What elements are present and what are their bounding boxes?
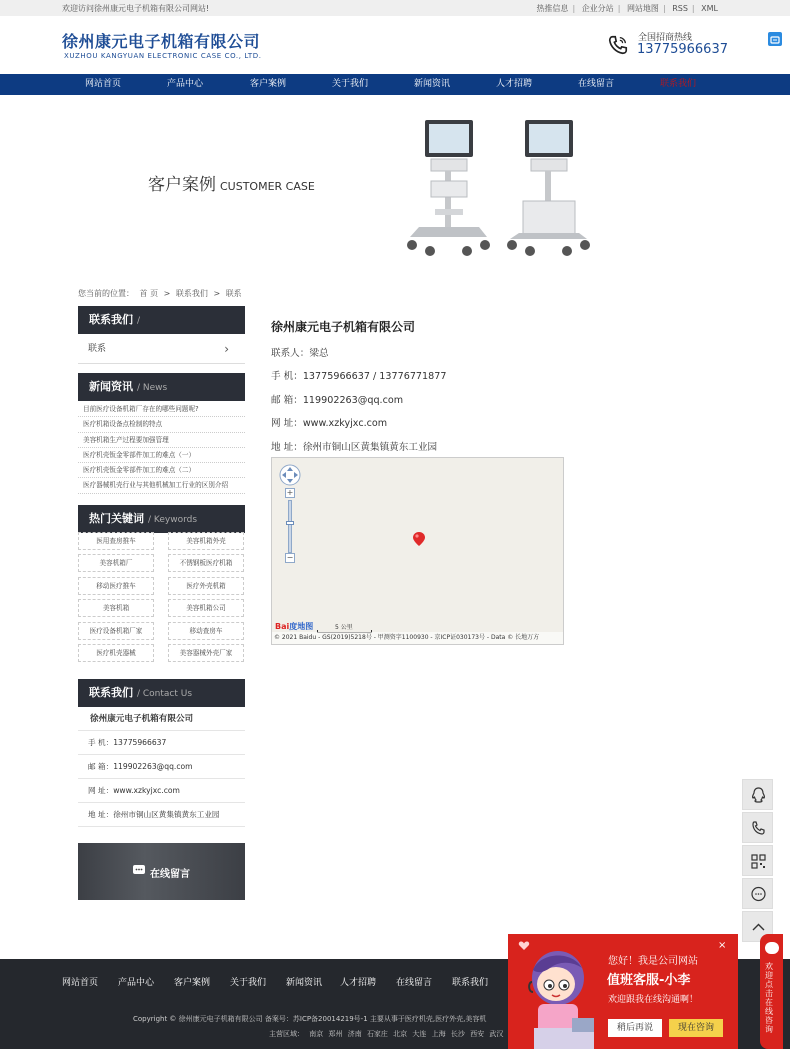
message-button-label: 在线留言 bbox=[150, 869, 190, 880]
main-nav bbox=[0, 74, 790, 95]
chat-icon bbox=[743, 879, 774, 910]
nav-products[interactable]: 产品中心 bbox=[167, 79, 204, 89]
banner-title-en: CUSTOMER CASE bbox=[220, 180, 315, 193]
zoom-in-button[interactable]: + bbox=[286, 488, 294, 497]
sidebar-contact-info bbox=[78, 707, 245, 827]
footer-nav-jobs[interactable]: 人才招聘 bbox=[340, 978, 377, 988]
qq-icon bbox=[743, 780, 774, 811]
main-website: 网 址：www.xzkyjxc.com bbox=[271, 418, 388, 429]
footer-areas bbox=[269, 1029, 526, 1039]
heading-sub: / Contact Us bbox=[137, 689, 193, 699]
keyword-tag[interactable]: 美容机箱厂 bbox=[78, 554, 154, 572]
contact-company: 徐州康元电子机箱有限公司 bbox=[78, 707, 245, 731]
nav-news[interactable]: 新闻资讯 bbox=[414, 79, 451, 89]
nav-jobs[interactable]: 人才招聘 bbox=[496, 79, 533, 89]
baidu-logo-a: Bai bbox=[275, 622, 290, 631]
keyword-tag[interactable]: 医疗设备机箱厂家 bbox=[78, 622, 154, 640]
nav-message[interactable]: 在线留言 bbox=[578, 79, 615, 89]
company-name: 徐州康元电子机箱有限公司 bbox=[271, 320, 416, 334]
breadcrumb-home[interactable]: 首 页 bbox=[139, 289, 159, 298]
sidebar-contact-us-heading bbox=[78, 679, 245, 707]
contact-email: 邮 箱：119902263@qq.com bbox=[78, 755, 245, 779]
phone-icon bbox=[743, 813, 774, 844]
chevron-right-icon: › bbox=[224, 342, 229, 356]
header bbox=[0, 16, 790, 74]
zoom-out-button[interactable]: − bbox=[286, 553, 294, 562]
area-item[interactable]: 石家庄 bbox=[366, 1030, 388, 1038]
sidebar-item-label: 联系 bbox=[88, 344, 107, 354]
area-item[interactable]: 武汉 bbox=[489, 1030, 504, 1038]
area-item[interactable]: 郑州 bbox=[328, 1030, 343, 1038]
top-bar bbox=[0, 0, 790, 16]
breadcrumb-contact[interactable]: 联系我们 bbox=[175, 289, 208, 298]
qrcode-icon bbox=[743, 846, 774, 877]
keyword-tag[interactable]: 医用查房推车 bbox=[78, 532, 154, 550]
banner-title-cn: 客户案例 bbox=[148, 175, 216, 195]
news-item[interactable]: 医疗器械机壳行业与其他机械加工行业的区别介绍 bbox=[78, 478, 245, 493]
keyword-tag[interactable]: 医疗外壳机箱 bbox=[168, 577, 244, 595]
footer-nav-news[interactable]: 新闻资讯 bbox=[286, 978, 323, 988]
heading-text: 热门关键词 bbox=[89, 512, 144, 525]
online-message-button[interactable] bbox=[78, 843, 245, 900]
message-icon bbox=[132, 863, 146, 877]
contact-mobile: 手 机：13775966637 bbox=[78, 731, 245, 755]
keyword-tag[interactable]: 美容机箱公司 bbox=[168, 599, 244, 617]
footer-nav-cases[interactable]: 客户案例 bbox=[174, 978, 211, 988]
map-marker-icon[interactable] bbox=[412, 531, 426, 547]
news-item[interactable]: 医疗机箱设备点检制的特点 bbox=[78, 417, 245, 432]
footer-nav-about[interactable]: 关于我们 bbox=[230, 978, 267, 988]
banner-title bbox=[148, 170, 315, 195]
nav-contact[interactable]: 联系我们 bbox=[660, 79, 697, 89]
chat-welcome: 欢迎跟我在线沟通啊！ bbox=[608, 995, 699, 1005]
news-list bbox=[78, 402, 245, 494]
top-link-rss[interactable]: RSS bbox=[672, 4, 688, 13]
keyword-tag[interactable]: 美容器械外壳厂家 bbox=[168, 644, 244, 662]
chat-agent-name: 值班客服-小李 bbox=[607, 973, 691, 988]
phone-icon bbox=[607, 34, 629, 56]
breadcrumb-current: 联系 bbox=[225, 289, 242, 298]
sidebar-keywords-heading bbox=[78, 505, 245, 533]
baidu-map[interactable] bbox=[271, 457, 564, 645]
footer-copyright: Copyright © 徐州康元电子机箱有限公司 备案号：苏ICP备20014219号-1 主要从事于医疗机壳,医疗外壳,美容机 bbox=[133, 1015, 487, 1023]
zoom-slider[interactable] bbox=[288, 500, 292, 553]
baidu-logo-b: 度地图 bbox=[289, 622, 314, 631]
medical-cart-image bbox=[395, 115, 665, 265]
breadcrumb-label: 您当前的位置： bbox=[78, 289, 134, 298]
nav-home[interactable]: 网站首页 bbox=[85, 79, 122, 89]
contact-address: 地 址：徐州市铜山区黄集镇黄东工业园 bbox=[78, 803, 245, 827]
keyword-tag[interactable]: 移动查房车 bbox=[168, 622, 244, 640]
banner bbox=[0, 95, 790, 273]
contact-person: 联系人：梁总 bbox=[271, 348, 329, 359]
sidebar-news-heading bbox=[78, 373, 245, 401]
chat-now-button[interactable]: 现在咨询 bbox=[669, 1019, 723, 1037]
area-item[interactable]: 西安 bbox=[470, 1030, 485, 1038]
breadcrumb-sep: > bbox=[213, 289, 221, 298]
close-icon[interactable]: × bbox=[718, 940, 727, 951]
area-item[interactable]: 上海 bbox=[431, 1030, 446, 1038]
zoom-handle[interactable] bbox=[286, 521, 294, 525]
heading-text: 新闻资讯 bbox=[89, 380, 133, 393]
baidu-logo bbox=[275, 621, 313, 632]
chat-greeting: 您好！我是公司网站 bbox=[608, 956, 698, 967]
footer-nav-contact[interactable]: 联系我们 bbox=[452, 978, 489, 988]
customer-service-avatar bbox=[520, 942, 602, 1049]
breadcrumb bbox=[78, 288, 245, 299]
heading-text: 联系我们 bbox=[89, 313, 133, 326]
main-mobile: 手 机：13775966637 / 13776771877 bbox=[271, 371, 447, 382]
footer-nav-message[interactable]: 在线留言 bbox=[396, 978, 433, 988]
area-item[interactable]: 长沙 bbox=[450, 1030, 465, 1038]
area-item[interactable]: 北京 bbox=[393, 1030, 408, 1038]
news-item[interactable]: 医疗机壳钣金零部件加工的难点（二） bbox=[78, 463, 245, 478]
chat-button[interactable] bbox=[742, 878, 773, 909]
qrcode-button[interactable] bbox=[742, 845, 773, 876]
nav-cases[interactable]: 客户案例 bbox=[250, 79, 287, 89]
heading-text: 联系我们 bbox=[89, 686, 133, 699]
hotline-label: 全国招商热线 bbox=[638, 33, 693, 43]
map-scale-label: 5 公里 bbox=[335, 624, 353, 631]
heading-sub: / News bbox=[137, 383, 168, 393]
consult-tab-label: 欢迎点击在线咨询 bbox=[765, 962, 773, 1034]
news-item[interactable]: 美容机箱生产过程要加强管理 bbox=[78, 433, 245, 448]
keyword-tag[interactable]: 医疗机壳器械 bbox=[78, 644, 154, 662]
main-email: 邮 箱：119902263@qq.com bbox=[271, 395, 404, 406]
keyword-tag[interactable]: 不锈钢板医疗机箱 bbox=[168, 554, 244, 572]
heading-sub: / Keywords bbox=[148, 515, 198, 525]
sidebar-contact-heading bbox=[78, 306, 245, 334]
area-label: 主营区域： bbox=[269, 1030, 304, 1038]
news-item[interactable]: 目前医疗设备机箱厂存在的哪些问题呢? bbox=[78, 402, 245, 417]
logo-subtitle: XUZHOU KANGYUAN ELECTRONIC CASE CO., LTD. bbox=[64, 52, 262, 60]
phone-button[interactable] bbox=[742, 812, 773, 843]
qq-button[interactable] bbox=[742, 779, 773, 810]
keyword-tag[interactable]: 美容机箱 bbox=[78, 599, 154, 617]
speech-bubble-icon bbox=[765, 942, 779, 954]
area-item[interactable]: 南京 bbox=[309, 1030, 324, 1038]
area-item[interactable]: 济南 bbox=[347, 1030, 362, 1038]
main-address: 地 址：徐州市铜山区黄集镇黄东工业园 bbox=[271, 442, 438, 453]
footer-nav-products[interactable]: 产品中心 bbox=[118, 978, 155, 988]
keyword-tag[interactable]: 移动医疗推车 bbox=[78, 577, 154, 595]
heading-sub: / bbox=[137, 316, 141, 326]
sidebar-item-contact[interactable] bbox=[78, 336, 245, 364]
area-item[interactable]: 大连 bbox=[412, 1030, 427, 1038]
footer-nav-home[interactable]: 网站首页 bbox=[62, 978, 99, 988]
map-copyright: © 2021 Baidu - GS(2019)5218号 - 甲测资字1100930 - 京ICP证030173号 - Data © 长地万方 bbox=[272, 632, 563, 644]
top-link-branch[interactable]: 企业分站 bbox=[581, 4, 614, 13]
hotline-number: 13775966637 bbox=[637, 42, 728, 57]
nav-about[interactable]: 关于我们 bbox=[332, 79, 369, 89]
logo-title[interactable]: 徐州康元电子机箱有限公司 bbox=[62, 32, 261, 51]
breadcrumb-sep: > bbox=[163, 289, 171, 298]
top-link-xml[interactable]: XML bbox=[701, 4, 718, 13]
keyword-tag[interactable]: 美容机箱外壳 bbox=[168, 532, 244, 550]
chat-later-button[interactable]: 稍后再说 bbox=[608, 1019, 662, 1037]
heart-icon bbox=[518, 940, 530, 952]
online-consult-tab[interactable] bbox=[760, 934, 783, 1049]
welcome-text: 欢迎访问徐州康元电子机箱有限公司网站! bbox=[62, 4, 210, 13]
top-link-hot[interactable]: 热推信息 bbox=[536, 4, 569, 13]
top-links: 热推信息 | 企业分站 | 网站地图 | RSS | XML bbox=[536, 4, 718, 13]
contact-website: 网 址：www.xzkyjxc.com bbox=[78, 779, 245, 803]
share-icon[interactable] bbox=[768, 32, 782, 46]
map-pan-control[interactable] bbox=[279, 464, 301, 486]
top-link-sitemap[interactable]: 网站地图 bbox=[626, 4, 659, 13]
news-item[interactable]: 医疗机壳钣金零部件加工的难点（一） bbox=[78, 448, 245, 463]
